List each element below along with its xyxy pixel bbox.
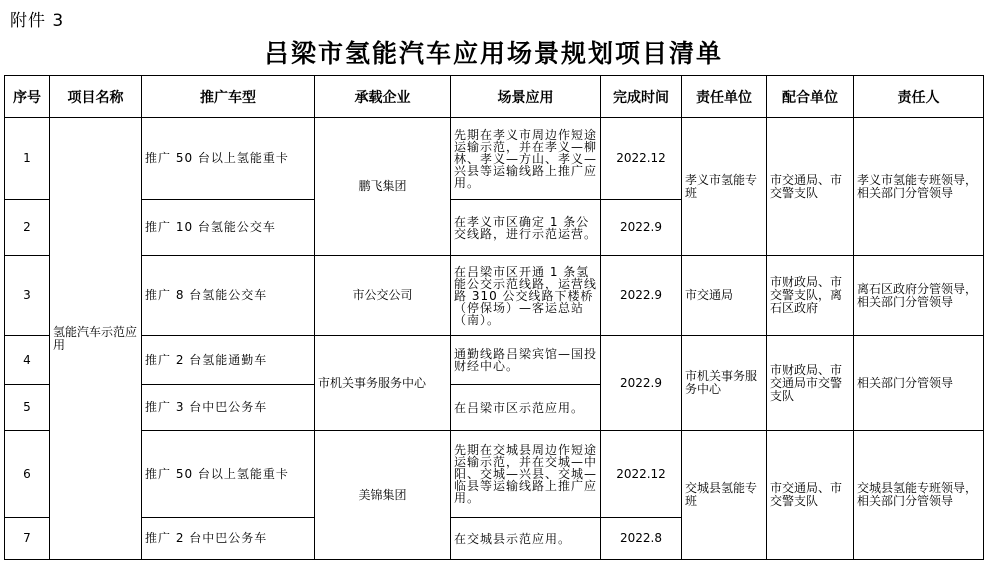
vehicle-cell: 推广 2 台氢能通勤车 — [142, 336, 315, 385]
header-company: 承载企业 — [315, 76, 451, 118]
scene-cell: 先期在交城县周边作短途运输示范，并在交城—中阳、交城—兴县、交城—临县等运输线路上推广应用。 — [451, 431, 601, 518]
scene-cell: 在吕梁市区开通 1 条氢能公交示范线路，运营线路 310 公交线路下楼桥（停保场）—客运总站（南）。 — [451, 256, 601, 336]
responsible-person-cell: 离石区政府分管领导，相关部门分管领导 — [854, 256, 984, 336]
time-cell: 2022.9 — [601, 256, 682, 336]
row-number: 4 — [5, 336, 50, 385]
responsible-unit-cell: 孝义市氢能专班 — [682, 118, 767, 256]
row-number: 5 — [5, 385, 50, 431]
vehicle-cell: 推广 50 台以上氢能重卡 — [142, 431, 315, 518]
document-title: 吕梁市氢能汽车应用场景规划项目清单 — [263, 39, 723, 68]
header-cooperating-unit: 配合单位 — [767, 76, 854, 118]
vehicle-cell: 推广 50 台以上氢能重卡 — [142, 118, 315, 200]
header-vehicle-type: 推广车型 — [142, 76, 315, 118]
time-cell: 2022.12 — [601, 431, 682, 518]
row-number: 7 — [5, 518, 50, 560]
cooperating-unit-cell: 市交通局、市交警支队 — [767, 118, 854, 256]
vehicle-cell: 推广 8 台氢能公交车 — [142, 256, 315, 336]
table-row — [5, 336, 984, 385]
header-scene: 场景应用 — [451, 76, 601, 118]
time-cell: 2022.8 — [601, 518, 682, 560]
scene-cell: 先期在孝义市周边作短途运输示范，并在孝义—柳林、孝义—方山、孝义—兴县等运输线路上推广应用。 — [451, 118, 601, 200]
header-no: 序号 — [5, 76, 50, 118]
responsible-unit-cell: 市交通局 — [682, 256, 767, 336]
cooperating-unit-cell: 市交通局、市交警支队 — [767, 431, 854, 560]
scene-cell: 在吕梁市区示范应用。 — [451, 385, 601, 431]
company-cell: 鹏飞集团 — [315, 118, 451, 256]
project-table — [4, 75, 984, 560]
header-row — [5, 76, 984, 118]
header-project-name: 项目名称 — [50, 76, 142, 118]
time-cell: 2022.9 — [601, 336, 682, 431]
header-responsible-person: 责任人 — [854, 76, 984, 118]
scene-cell: 在孝义市区确定 1 条公交线路，进行示范运营。 — [451, 200, 601, 256]
table-row — [5, 118, 984, 200]
cooperating-unit-cell: 市财政局、市交通局市交警支队 — [767, 336, 854, 431]
header-responsible-unit: 责任单位 — [682, 76, 767, 118]
row-number: 2 — [5, 200, 50, 256]
vehicle-cell: 推广 2 台中巴公务车 — [142, 518, 315, 560]
row-number: 1 — [5, 118, 50, 200]
time-cell: 2022.12 — [601, 118, 682, 200]
company-cell: 市公交公司 — [315, 256, 451, 336]
table-row — [5, 256, 984, 336]
responsible-person-cell: 相关部门分管领导 — [854, 336, 984, 431]
company-cell: 市机关事务服务中心 — [315, 336, 451, 431]
time-cell: 2022.9 — [601, 200, 682, 256]
attachment-label: 附件 3 — [10, 11, 65, 31]
project-name-cell: 氢能汽车示范应用 — [50, 118, 142, 560]
responsible-person-cell: 交城县氢能专班领导，相关部门分管领导 — [854, 431, 984, 560]
header-time: 完成时间 — [601, 76, 682, 118]
table-row — [5, 431, 984, 518]
responsible-person-cell: 孝义市氢能专班领导，相关部门分管领导 — [854, 118, 984, 256]
company-cell: 美锦集团 — [315, 431, 451, 560]
responsible-unit-cell: 市机关事务服务中心 — [682, 336, 767, 431]
cooperating-unit-cell: 市财政局、市交警支队，离石区政府 — [767, 256, 854, 336]
responsible-unit-cell: 交城县氢能专班 — [682, 431, 767, 560]
row-number: 6 — [5, 431, 50, 518]
vehicle-cell: 推广 10 台氢能公交车 — [142, 200, 315, 256]
scene-cell: 通勤线路吕梁宾馆—国投财经中心。 — [451, 336, 601, 385]
row-number: 3 — [5, 256, 50, 336]
scene-cell: 在交城县示范应用。 — [451, 518, 601, 560]
vehicle-cell: 推广 3 台中巴公务车 — [142, 385, 315, 431]
